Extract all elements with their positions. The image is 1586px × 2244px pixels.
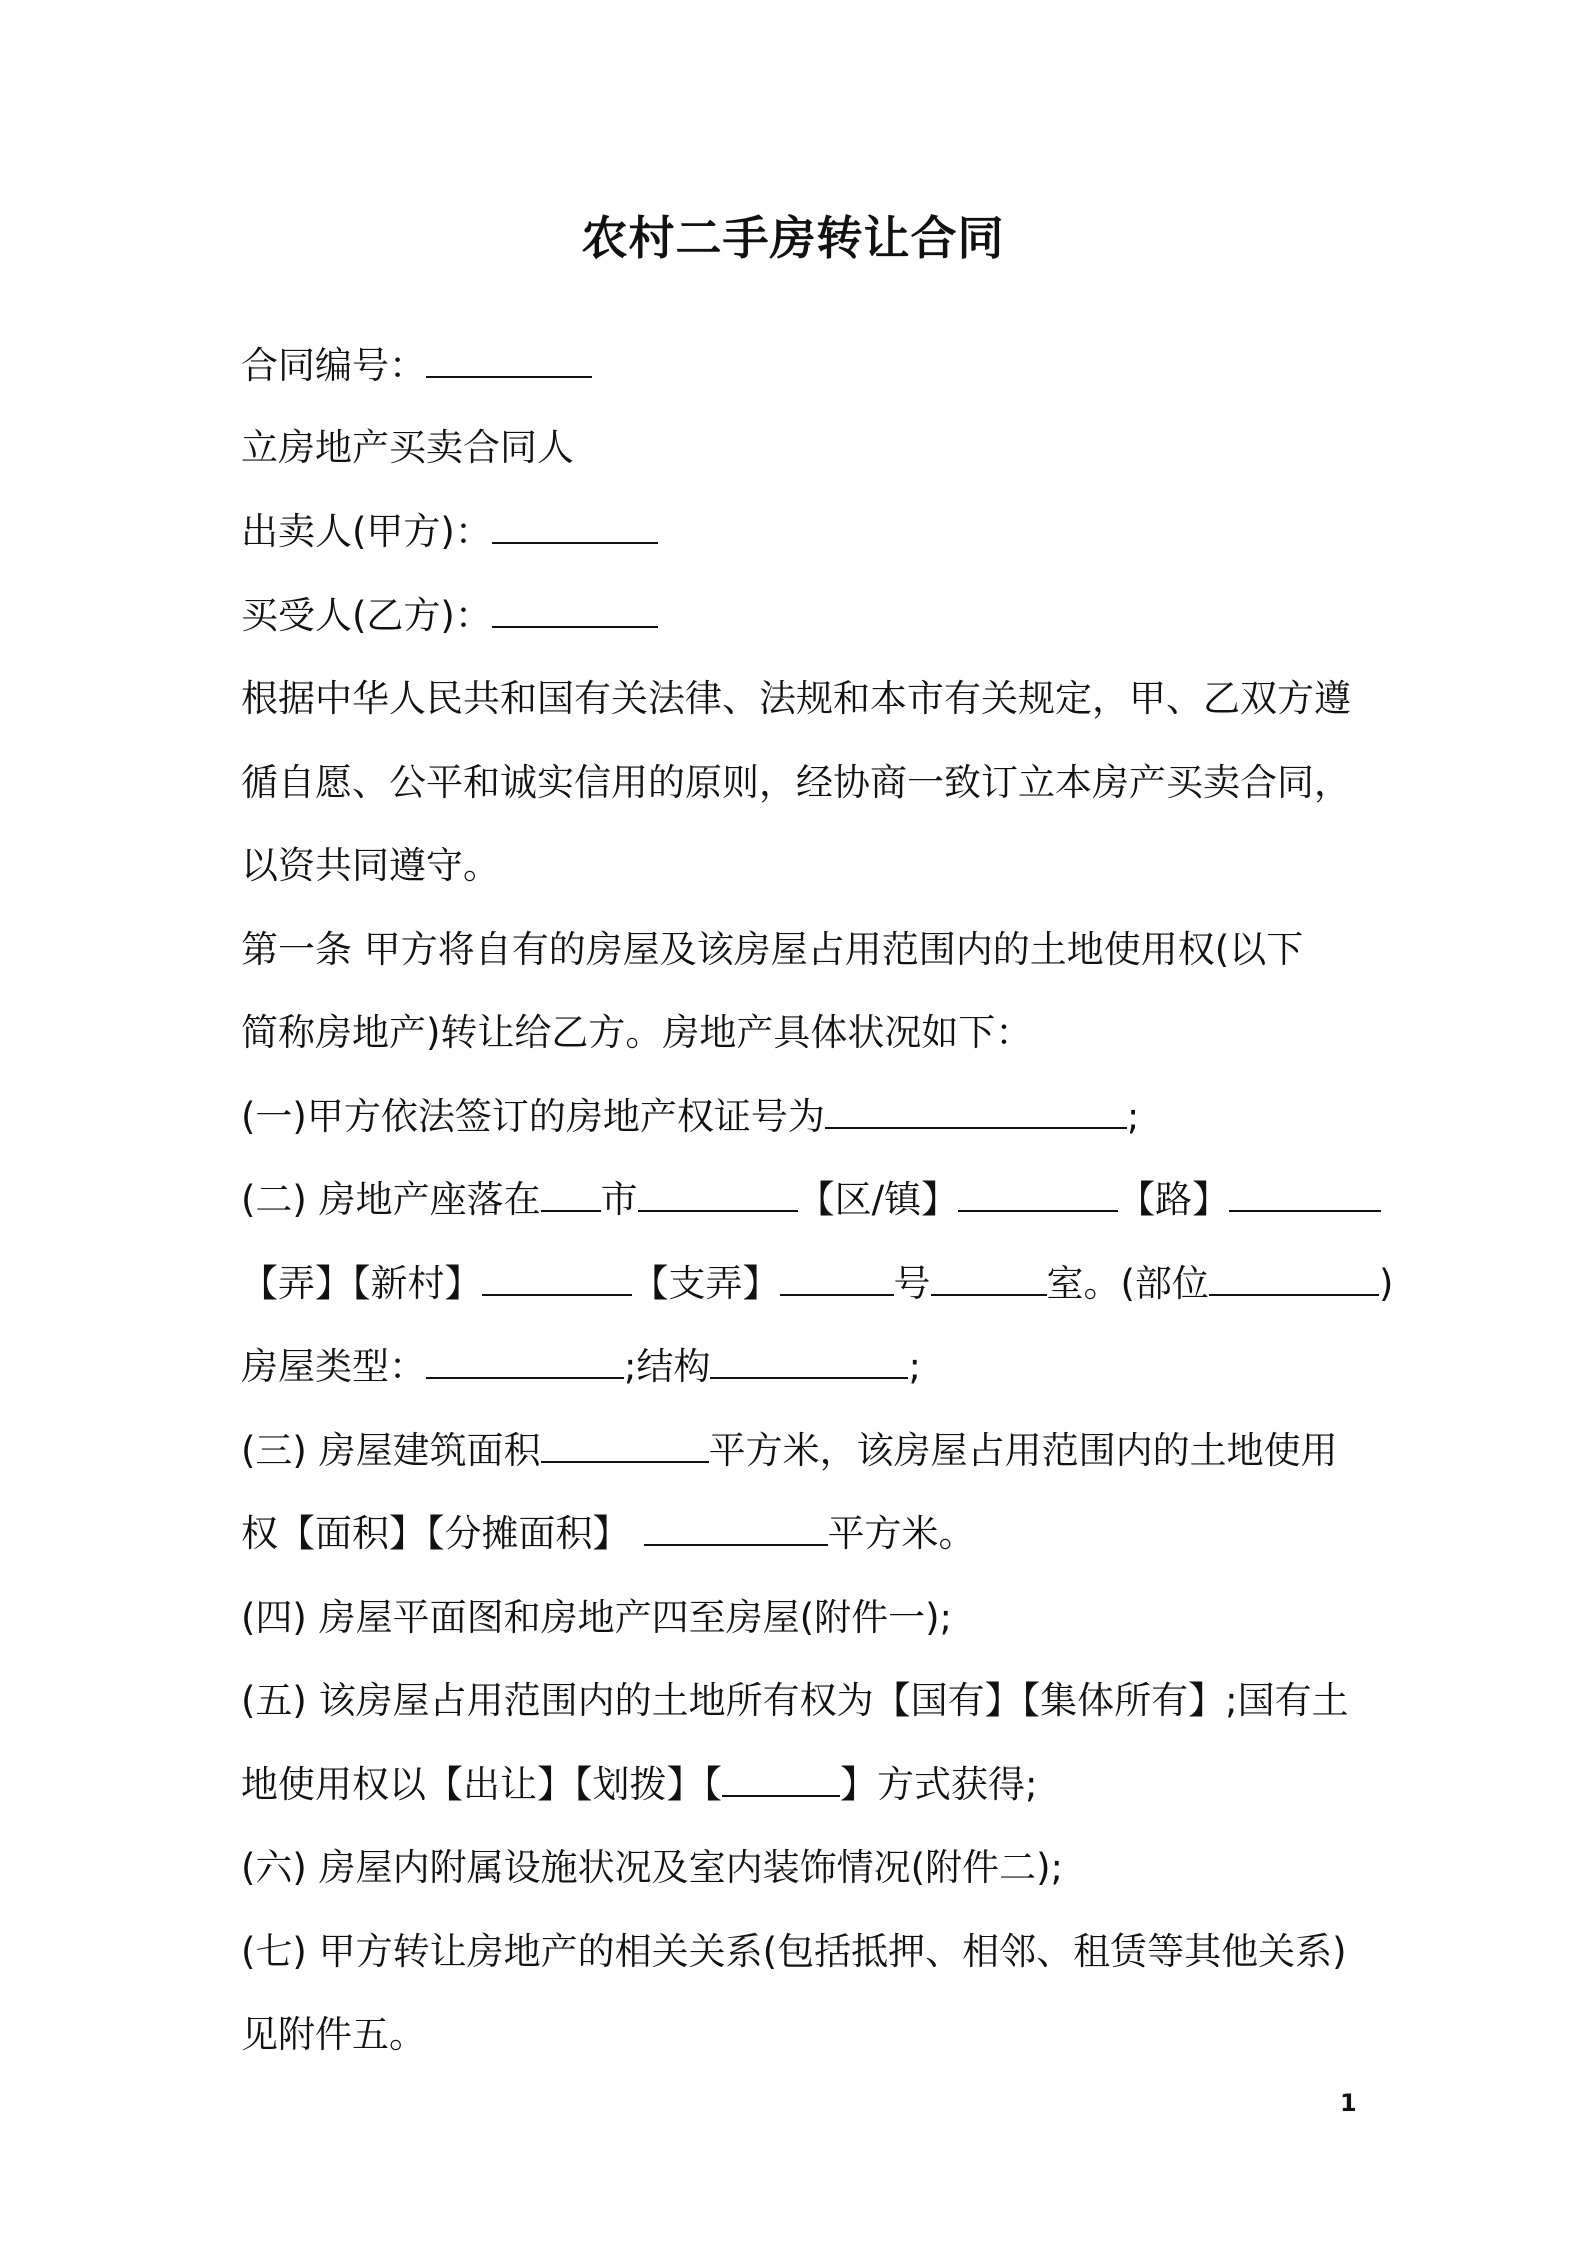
item-2-text-i: ) <box>1378 1262 1394 1305</box>
item-7-line-2: 见附件五。 <box>241 2013 426 2056</box>
road-blank[interactable] <box>958 1180 1118 1212</box>
item-2-text-k: ;结构 <box>624 1345 711 1388</box>
preamble-line-3: 以资共同遵守。 <box>241 844 500 887</box>
item-1-line <box>241 1093 1139 1141</box>
item-3-text-d: 平方米。 <box>827 1512 976 1555</box>
page-number: 1 <box>1340 2089 1357 2117</box>
item-2-text-h: 室。(部位 <box>1046 1262 1209 1305</box>
item-5-line-1: (五) 该房屋占用范围内的土地所有权为【国有】【集体所有】;国有土 <box>241 1679 1349 1722</box>
buyer-blank[interactable] <box>492 596 658 628</box>
house-number-blank[interactable] <box>931 1264 1047 1296</box>
item-3-text-c: 权【面积】【分摊面积】 <box>241 1512 630 1555</box>
seller-label: 出卖人(甲方)： <box>241 510 492 553</box>
item-5-line-2 <box>241 1761 1037 1809</box>
item-2-line-1 <box>241 1176 1381 1224</box>
branch-lane-blank[interactable] <box>780 1264 894 1296</box>
item-1-end: ; <box>1126 1095 1140 1138</box>
item-2-line-2 <box>241 1260 1393 1308</box>
land-area-blank[interactable] <box>644 1514 828 1546</box>
item-3-line-1 <box>241 1427 1338 1475</box>
contract-number-label: 合同编号： <box>241 344 426 387</box>
certificate-number-blank[interactable] <box>825 1097 1127 1129</box>
item-2-text-e: 【弄】【新村】 <box>241 1262 482 1305</box>
item-2-text-a: (二) 房地产座落在 <box>241 1178 541 1221</box>
contract-number-blank[interactable] <box>426 346 592 378</box>
item-2-text-c: 【区/镇】 <box>797 1178 959 1221</box>
item-2-text-j: 房屋类型： <box>241 1345 426 1388</box>
lane-blank[interactable] <box>1229 1180 1381 1212</box>
preamble-line-1: 根据中华人民共和国有关法律、法规和本市有关规定，甲、乙双方遵 <box>241 677 1351 720</box>
parties-heading: 立房地产买卖合同人 <box>241 426 574 469</box>
district-blank[interactable] <box>638 1180 798 1212</box>
item-2-line-3 <box>241 1343 921 1391</box>
buyer-line <box>241 592 658 640</box>
item-4-line: (四) 房屋平面图和房地产四至房屋(附件一); <box>241 1596 952 1639</box>
item-3-line-2 <box>241 1510 976 1558</box>
item-5-text-b: 地使用权以【出让】【划拨】【 <box>241 1763 722 1806</box>
building-area-blank[interactable] <box>541 1431 709 1463</box>
item-3-text-a: (三) 房屋建筑面积 <box>241 1429 541 1472</box>
village-blank[interactable] <box>482 1264 632 1296</box>
preamble-line-2: 循自愿、公平和诚实信用的原则，经协商一致订立本房产买卖合同， <box>241 761 1351 804</box>
buyer-label: 买受人(乙方)： <box>241 594 492 637</box>
house-type-blank[interactable] <box>426 1347 624 1379</box>
structure-blank[interactable] <box>710 1347 908 1379</box>
item-2-text-b: 市 <box>600 1178 638 1221</box>
item-2-text-f: 【支弄】 <box>631 1262 780 1305</box>
seller-blank[interactable] <box>492 512 658 544</box>
item-1-text: (一)甲方依法签订的房地产权证号为 <box>241 1095 825 1138</box>
item-3-text-b: 平方米，该房屋占用范围内的土地使用 <box>708 1429 1338 1472</box>
item-2-text-d: 【路】 <box>1118 1178 1230 1221</box>
document-title: 农村二手房转让合同 <box>581 211 1005 265</box>
item-7-line-1: (七) 甲方转让房地产的相关关系(包括抵押、相邻、租赁等其他关系) <box>241 1930 1347 1973</box>
item-6-line: (六) 房屋内附属设施状况及室内装饰情况(附件二); <box>241 1846 1063 1889</box>
position-blank[interactable] <box>1209 1264 1379 1296</box>
item-5-text-c: 】方式获得; <box>840 1763 1038 1806</box>
item-2-text-l: ; <box>908 1345 921 1388</box>
contract-number-line <box>241 342 592 390</box>
item-2-text-g: 号 <box>893 1262 931 1305</box>
city-blank[interactable] <box>541 1180 601 1212</box>
article-1-line-2: 简称房地产)转让给乙方。房地产具体状况如下： <box>241 1011 1033 1054</box>
seller-line <box>241 508 658 556</box>
article-1-line-1: 第一条 甲方将自有的房屋及该房屋占用范围内的土地使用权(以下 <box>241 928 1304 971</box>
acquisition-method-blank[interactable] <box>722 1765 840 1797</box>
